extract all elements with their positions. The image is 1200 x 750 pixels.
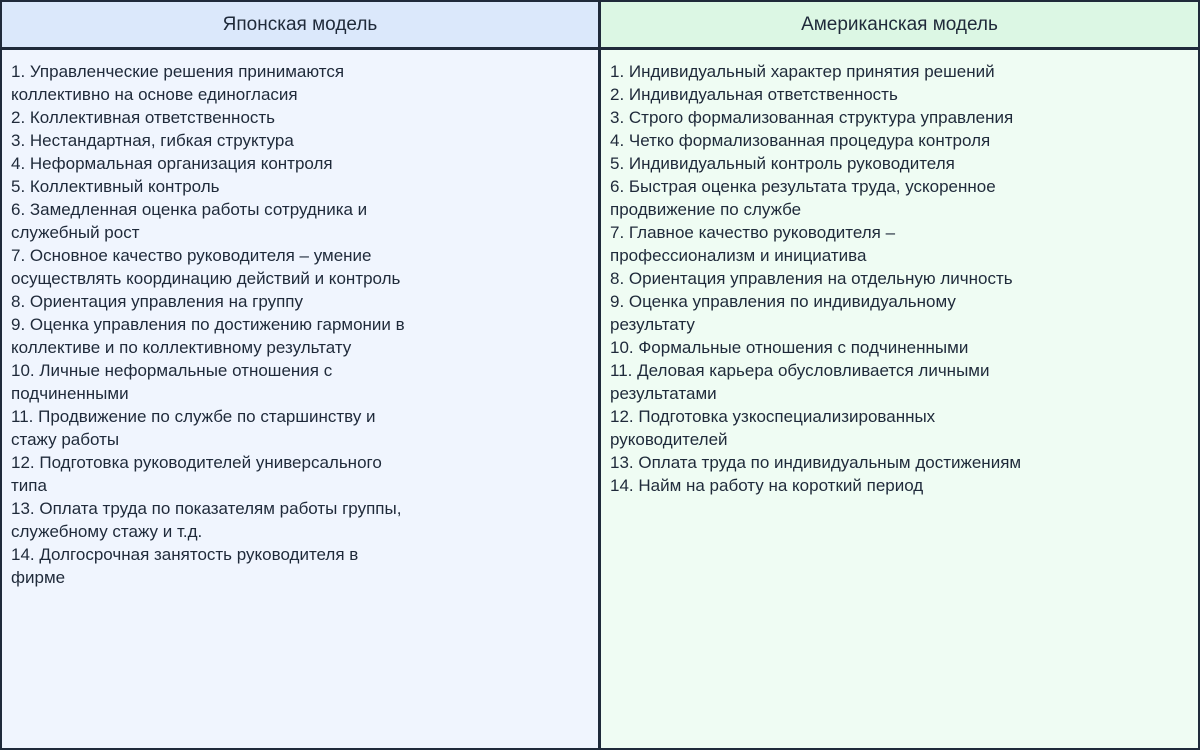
- list-item: 11. Продвижение по службе по старшинству и стажу работы: [11, 407, 376, 449]
- list-item: 2. Индивидуальная ответственность: [610, 85, 898, 104]
- list-item: 8. Ориентация управления на группу: [11, 292, 304, 311]
- list-item: 11. Деловая карьера обусловливается личными результатами: [610, 361, 990, 403]
- list-item: 9. Оценка управления по индивидуальному результату: [610, 292, 956, 334]
- list-item: 4. Неформальная организация контроля: [11, 154, 333, 173]
- list-item: 8. Ориентация управления на отдельную личность: [610, 269, 1013, 288]
- american-model-column: [601, 50, 1198, 748]
- list-item: 6. Замедленная оценка работы сотрудника и служебный рост: [11, 200, 368, 242]
- list-item: 5. Коллективный контроль: [11, 177, 220, 196]
- list-item: 9. Оценка управления по достижению гармонии в коллективе и по коллективному результату: [11, 315, 405, 357]
- japanese-model-header: Японская модель: [2, 2, 601, 50]
- list-item: 14. Долгосрочная занятость руководителя в фирме: [11, 545, 359, 587]
- list-item: 3. Строго формализованная структура управления: [610, 108, 1014, 127]
- list-item: 13. Оплата труда по индивидуальным достижениям: [610, 453, 1022, 472]
- list-item: 7. Главное качество руководителя – профессионализм и инициатива: [610, 223, 896, 265]
- american-model-list: [610, 60, 1030, 497]
- list-item: 3. Нестандартная, гибкая структура: [11, 131, 294, 150]
- japanese-model-list: [11, 60, 411, 589]
- japanese-model-column: [2, 50, 601, 748]
- list-item: 13. Оплата труда по показателям работы группы, служебному стажу и т.д.: [11, 499, 402, 541]
- list-item: 12. Подготовка узкоспециализированных руководителей: [610, 407, 936, 449]
- list-item: 10. Формальные отношения с подчиненными: [610, 338, 969, 357]
- list-item: 2. Коллективная ответственность: [11, 108, 276, 127]
- list-item: 14. Найм на работу на короткий период: [610, 476, 924, 495]
- list-item: 12. Подготовка руководителей универсального типа: [11, 453, 382, 495]
- list-item: 4. Четко формализованная процедура контроля: [610, 131, 991, 150]
- american-model-header: Американская модель: [601, 2, 1198, 50]
- list-item: 1. Индивидуальный характер принятия решений: [610, 62, 995, 81]
- list-item: 10. Личные неформальные отношения с подчиненными: [11, 361, 333, 403]
- list-item: 5. Индивидуальный контроль руководителя: [610, 154, 955, 173]
- list-item: 7. Основное качество руководителя – умение осуществлять координацию действий и контроль: [11, 246, 401, 288]
- list-item: 1. Управленческие решения принимаются коллективно на основе единогласия: [11, 62, 345, 104]
- list-item: 6. Быстрая оценка результата труда, ускоренное продвижение по службе: [610, 177, 996, 219]
